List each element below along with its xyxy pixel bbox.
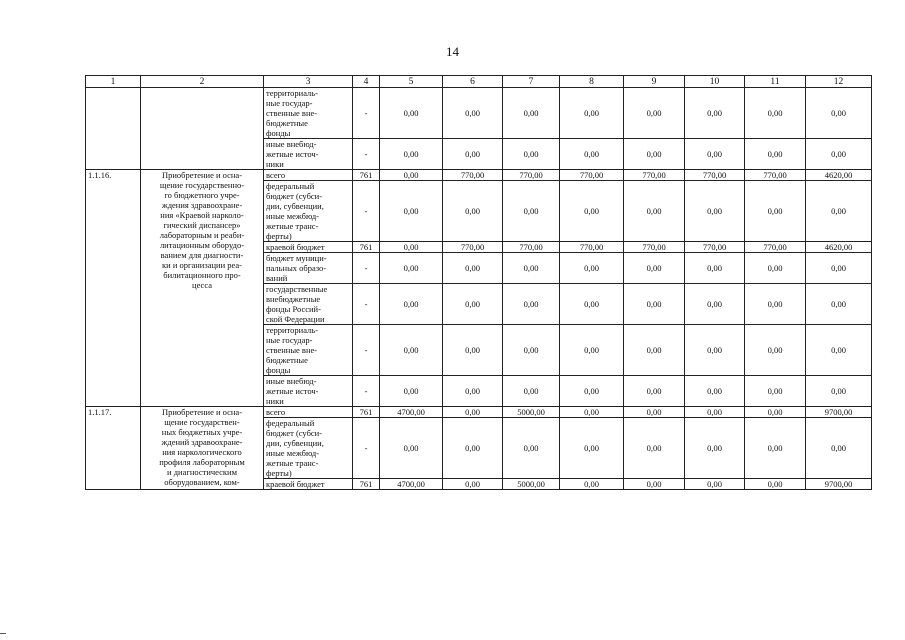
amount-cell: 4700,00 (380, 407, 443, 418)
amount-cell: 0,00 (443, 418, 503, 479)
amount-cell: 0,00 (380, 376, 443, 407)
amount-cell: 770,00 (560, 242, 624, 253)
administrator-code: - (353, 284, 380, 325)
amount-cell: 9700,00 (806, 479, 872, 490)
funding-source: краевой бюджет (264, 242, 353, 253)
amount-cell: 4620,00 (806, 242, 872, 253)
column-header: 4 (353, 76, 380, 88)
amount-cell: 9700,00 (806, 407, 872, 418)
administrator-code: - (353, 88, 380, 139)
amount-cell: 0,00 (380, 418, 443, 479)
amount-cell: 0,00 (560, 88, 624, 139)
column-header: 6 (443, 76, 503, 88)
amount-cell: 0,00 (443, 325, 503, 376)
amount-cell: 0,00 (624, 325, 685, 376)
amount-cell: 0,00 (503, 284, 560, 325)
amount-cell: 770,00 (443, 242, 503, 253)
amount-cell: 770,00 (443, 170, 503, 181)
amount-cell: 0,00 (443, 284, 503, 325)
amount-cell: 0,00 (624, 284, 685, 325)
amount-cell: 0,00 (624, 407, 685, 418)
column-header: 10 (685, 76, 745, 88)
column-header: 1 (86, 76, 141, 88)
amount-cell: 0,00 (560, 407, 624, 418)
amount-cell: 0,00 (380, 325, 443, 376)
amount-cell: 0,00 (624, 376, 685, 407)
item-code: 1.1.16. (86, 170, 141, 407)
column-header: 12 (806, 76, 872, 88)
page-edge-mark (0, 633, 6, 634)
amount-cell: 0,00 (806, 325, 872, 376)
amount-cell: 0,00 (380, 242, 443, 253)
administrator-code: 761 (353, 242, 380, 253)
amount-cell: 0,00 (745, 479, 806, 490)
amount-cell: 0,00 (503, 418, 560, 479)
amount-cell: 0,00 (560, 376, 624, 407)
item-name: Приобретение и осна- щение государствен- ных бюджетных учре- ждений здравоохране- ния наркологического профиля лабораторным и диагностическим оборудованием, ком- (141, 407, 264, 490)
amount-cell: 0,00 (443, 139, 503, 170)
amount-cell: 770,00 (503, 242, 560, 253)
funding-source: иные внебюд- жетные источ- ники (264, 139, 353, 170)
amount-cell: 0,00 (624, 181, 685, 242)
amount-cell: 0,00 (685, 407, 745, 418)
administrator-code: - (353, 418, 380, 479)
column-header: 8 (560, 76, 624, 88)
amount-cell: 0,00 (560, 139, 624, 170)
amount-cell: 0,00 (745, 139, 806, 170)
administrator-code: - (353, 181, 380, 242)
amount-cell: 0,00 (560, 418, 624, 479)
funding-source: территориаль- ные государ- ственные вне- бюджетные фонды (264, 88, 353, 139)
amount-cell: 0,00 (443, 181, 503, 242)
amount-cell: 0,00 (806, 253, 872, 284)
item-code: 1.1.17. (86, 407, 141, 490)
amount-cell: 0,00 (685, 253, 745, 284)
amount-cell: 0,00 (745, 407, 806, 418)
amount-cell: 0,00 (380, 253, 443, 284)
amount-cell: 770,00 (503, 170, 560, 181)
amount-cell: 0,00 (560, 284, 624, 325)
amount-cell: 0,00 (624, 88, 685, 139)
amount-cell: 0,00 (380, 88, 443, 139)
amount-cell: 5000,00 (503, 479, 560, 490)
amount-cell: 0,00 (503, 181, 560, 242)
table-row (86, 88, 872, 139)
amount-cell: 0,00 (745, 88, 806, 139)
funding-source: территориаль- ные государ- ственные вне- бюджетные фонды (264, 325, 353, 376)
amount-cell: 0,00 (745, 325, 806, 376)
amount-cell: 0,00 (685, 284, 745, 325)
amount-cell: 0,00 (624, 139, 685, 170)
administrator-code: 761 (353, 407, 380, 418)
amount-cell: 0,00 (685, 479, 745, 490)
amount-cell: 0,00 (624, 253, 685, 284)
amount-cell: 0,00 (685, 376, 745, 407)
amount-cell: 0,00 (685, 181, 745, 242)
amount-cell: 0,00 (745, 376, 806, 407)
amount-cell: 0,00 (443, 407, 503, 418)
amount-cell: 0,00 (685, 88, 745, 139)
amount-cell: 770,00 (560, 170, 624, 181)
amount-cell: 0,00 (685, 418, 745, 479)
amount-cell: 0,00 (443, 253, 503, 284)
amount-cell: 770,00 (624, 242, 685, 253)
amount-cell: 0,00 (560, 479, 624, 490)
amount-cell: 0,00 (503, 376, 560, 407)
amount-cell: 0,00 (380, 181, 443, 242)
header-row (86, 76, 872, 88)
amount-cell: 770,00 (745, 170, 806, 181)
funding-source: иные внебюд- жетные источ- ники (264, 376, 353, 407)
item-name: Приобретение и осна- щение государственно- го бюджетного учре- ждения здравоохране- ния «Краевой нарколо- гический диспансер» лабораторным и реаби- литационным оборудо- ванием для диагности- ки и организации реа- билитационного про- цесса (141, 170, 264, 407)
amount-cell: 0,00 (806, 88, 872, 139)
administrator-code: - (353, 325, 380, 376)
amount-cell: 0,00 (806, 418, 872, 479)
administrator-code: 761 (353, 479, 380, 490)
amount-cell: 0,00 (380, 170, 443, 181)
amount-cell: 0,00 (380, 284, 443, 325)
amount-cell: 4620,00 (806, 170, 872, 181)
amount-cell: 0,00 (745, 253, 806, 284)
amount-cell: 0,00 (560, 253, 624, 284)
column-header: 2 (141, 76, 264, 88)
amount-cell: 0,00 (624, 479, 685, 490)
administrator-code: - (353, 139, 380, 170)
funding-source: федеральный бюджет (субси- дии, субвенции, иные межбюд- жетные транс- ферты) (264, 418, 353, 479)
amount-cell: 770,00 (745, 242, 806, 253)
page-number: 14 (446, 44, 459, 59)
funding-source: краевой бюджет (264, 479, 353, 490)
table-row (86, 407, 872, 418)
amount-cell: 0,00 (503, 253, 560, 284)
amount-cell: 0,00 (685, 325, 745, 376)
amount-cell: 0,00 (503, 325, 560, 376)
amount-cell: 0,00 (443, 88, 503, 139)
amount-cell: 0,00 (806, 376, 872, 407)
amount-cell: 0,00 (503, 139, 560, 170)
amount-cell: 0,00 (443, 479, 503, 490)
amount-cell: 0,00 (806, 181, 872, 242)
amount-cell: 0,00 (380, 139, 443, 170)
administrator-code: 761 (353, 170, 380, 181)
amount-cell: 0,00 (560, 325, 624, 376)
funding-source: государственные внебюджетные фонды Россий- ской Федерации (264, 284, 353, 325)
column-header: 3 (264, 76, 353, 88)
amount-cell: 770,00 (685, 242, 745, 253)
amount-cell: 0,00 (503, 88, 560, 139)
amount-cell: 0,00 (560, 181, 624, 242)
amount-cell: 0,00 (745, 181, 806, 242)
column-header: 9 (624, 76, 685, 88)
item-name-cell (141, 88, 264, 170)
amount-cell: 4700,00 (380, 479, 443, 490)
amount-cell: 770,00 (685, 170, 745, 181)
column-header: 11 (745, 76, 806, 88)
budget-table (85, 75, 872, 490)
column-header: 7 (503, 76, 560, 88)
funding-source: бюджет муници- пальных образо- ваний (264, 253, 353, 284)
table-row (86, 170, 872, 181)
amount-cell: 0,00 (745, 418, 806, 479)
amount-cell: 770,00 (624, 170, 685, 181)
administrator-code: - (353, 253, 380, 284)
amount-cell: 0,00 (806, 139, 872, 170)
column-header: 5 (380, 76, 443, 88)
funding-source: федеральный бюджет (субси- дии, субвенции, иные межбюд- жетные транс- ферты) (264, 181, 353, 242)
amount-cell: 0,00 (685, 139, 745, 170)
amount-cell: 0,00 (624, 418, 685, 479)
administrator-code: - (353, 376, 380, 407)
amount-cell: 5000,00 (503, 407, 560, 418)
funding-source: всего (264, 407, 353, 418)
amount-cell: 0,00 (806, 284, 872, 325)
amount-cell: 0,00 (745, 284, 806, 325)
item-code-cell (86, 88, 141, 170)
amount-cell: 0,00 (443, 376, 503, 407)
funding-source: всего (264, 170, 353, 181)
